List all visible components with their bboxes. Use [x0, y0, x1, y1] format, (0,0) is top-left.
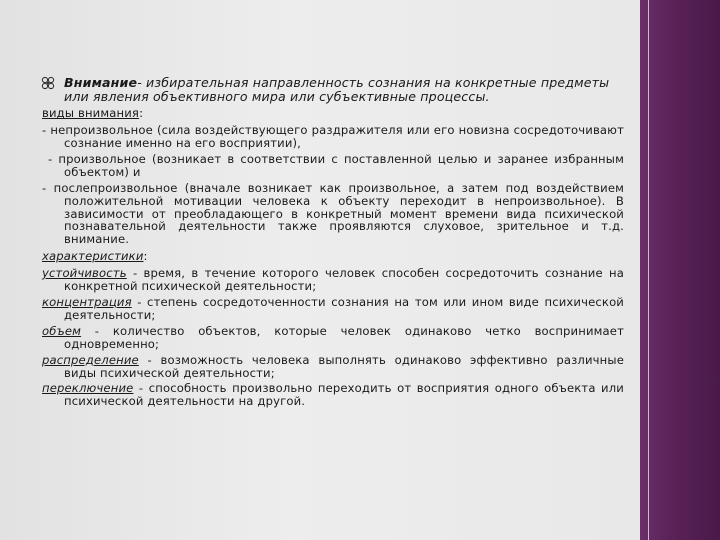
characteristics-heading-line: [42, 250, 624, 263]
characteristic-concentration: [42, 296, 624, 322]
characteristic-term: переключение: [42, 381, 134, 396]
characteristics-heading: характеристики: [42, 249, 144, 264]
types-item-voluntary: - произвольное (возникает в соответствии с поставленной целью и заранее избранным объектом) и: [48, 151, 624, 179]
lead-term: Внимание: [64, 75, 138, 90]
characteristics-heading-suffix: :: [143, 249, 148, 264]
characteristic-distribution: [42, 354, 624, 380]
characteristic-term: устойчивость: [42, 266, 127, 281]
characteristic-text: - возможность человека выполнять одинаково эффективно различные виды психической деятельности;: [64, 352, 624, 380]
characteristic-term: концентрация: [42, 294, 132, 309]
types-heading-line: [42, 107, 624, 120]
characteristic-term: распределение: [42, 352, 139, 367]
types-heading-suffix: :: [139, 106, 144, 121]
characteristic-text: - степень сосредоточенности сознания на том или ином виде психической деятельности;: [64, 294, 624, 322]
types-item-post-voluntary: - послепроизвольное (вначале возникает как произвольное, а затем под воздействием положительной мотивации человека к объекту переходит в непроизвольное). В зависимости от преобладающего в конкретный момент времени вида психической познавательной деятельности также проявляются слуховое, зрительное и т.д. внимание.: [42, 180, 624, 247]
lead-paragraph: [42, 76, 624, 103]
characteristic-text: - способность произвольно переходить от восприятия одного объекта или психической деятельности на другой.: [64, 381, 624, 409]
characteristic-term: объем: [42, 323, 82, 338]
characteristic-text: - количество объектов, которые человек одинаково четко воспринимает одновременно;: [64, 323, 624, 351]
types-heading: виды внимания: [42, 106, 140, 121]
side-band: [640, 0, 720, 540]
types-item-involuntary: - непроизвольное (сила воздействующего раздражителя или его новизна сосредоточивают сознание именно на его восприятии),: [42, 123, 624, 150]
characteristic-stability: [42, 267, 624, 293]
lead-definition: - избирательная направленность сознания на конкретные предметы или явления объективного мира или субъективные процессы.: [64, 75, 610, 104]
characteristic-switching: [42, 382, 624, 408]
characteristic-volume: [42, 325, 624, 351]
slide-content: [42, 76, 624, 411]
side-divider-line: [648, 0, 649, 540]
fleuron-bullet-icon: [40, 76, 56, 90]
characteristic-text: - время, в течение которого человек способен сосредоточить сознание на конкретной психической деятельности;: [64, 266, 624, 294]
